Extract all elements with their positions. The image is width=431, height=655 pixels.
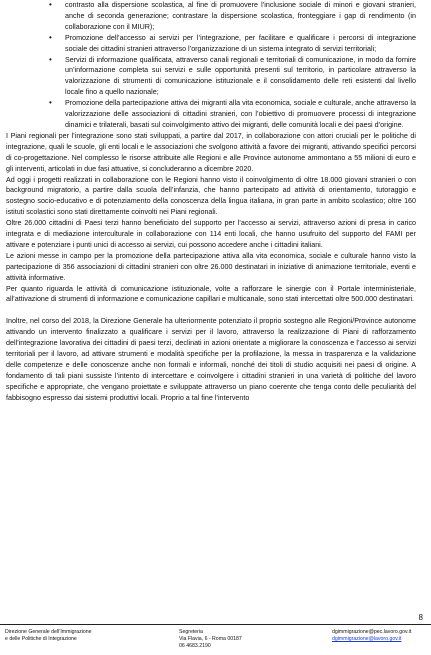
bullet-text: contrasto alla dispersione scolastica, al fine di promuovere l’inclusione sociale di minori e giovani stranieri, anche di seconda generazione; contrastare la dispersione scolastica, fronteggiare i gap di rendimento (in collaborazione con il MIUR); [65, 1, 416, 31]
bullet-dot-icon: • [49, 54, 52, 64]
footer-pec-email: dgimmigrazione@pec.lavoro.gov.it [332, 629, 412, 635]
footer-org-line: Direzione Generale dell’Immigrazione [5, 629, 92, 635]
paragraph-progetti-regioni: Ad oggi i progetti realizzati in collaborazione con le Regioni hanno visto il coinvolgimento di oltre 18.000 giovani stranieri o con background migratorio, a partire dalla scuola dell’infanzia, che hanno partecipato ad attività di orientamento, tutoraggio e sostegno socio-educativo e di potenziamento della conoscenza della lingua italiana, in gran parte in ambito scolastico; oltre 160 istituti scolastici sono stati direttamente coinvolti nei Piani regionali. [6, 175, 416, 217]
bullet-dot-icon: • [49, 32, 52, 42]
footer-address [179, 629, 242, 651]
bullet-dot-icon: • [49, 98, 52, 108]
footer-address-line: Segreteria [179, 629, 203, 635]
paragraph-partecipazione: Le azioni messe in campo per la promozione della partecipazione attiva alla vita economica, sociale e culturale hanno visto la partecipazione di 356 associazioni di cittadini stranieri con oltre 26.000 destinatari in iniziative di animazione territoriale, eventi e attività informative. [6, 251, 416, 282]
footer-email-link[interactable]: dgimmigrazione@lavoro.gov.it [332, 636, 402, 643]
bullet-text: Promozione dell’accesso ai servizi per l’integrazione, per facilitare e qualificare i percorsi di integrazione sociale dei cittadini stranieri attraverso l’organizzazione di un sistema integrato di servizi territoriali; [65, 33, 416, 53]
page-number: 8 [418, 613, 423, 622]
paragraph-comunicazione: Per quanto riguarda le attività di comunicazione istituzionale, volte a rafforzare le sinergie con il Portale interministeriale, all’attivazione di strumenti di informazione e comunicazione capillari e multicanale, sono stati intercettati oltre 500.000 destinatari. [6, 284, 416, 304]
footer-org-line: e delle Politiche di Integrazione [5, 636, 77, 643]
bullet-text: Promozione della partecipazione attiva dei migranti alla vita economica, sociale e culturale, anche attraverso la valorizzazione delle associazioni di cittadini stranieri, con l’obiettivo di promuovere processi di integrazione dinamici e trilaterali, basati sul coinvolgimento attivo dei migranti, delle comunità locali e dei paesi d’origine. [65, 99, 416, 129]
footer-contacts [332, 629, 411, 643]
bullet-item [6, 98, 426, 131]
page-footer [0, 624, 431, 655]
footer-organization [5, 629, 92, 643]
paragraph-accesso-servizi: Oltre 26.000 cittadini di Paesi terzi hanno beneficiato del supporto per l’accesso ai servizi, attraverso azioni di presa in carico integrata e di mediazione interculturale in collaborazione con 114 enti locali, che hanno usufruito del supporto del FAMI per attivare e potenziare i punti unici di accesso ai servizi, cui possono accedere anche i cittadini italiani. [6, 219, 416, 249]
bullet-dot-icon: • [49, 0, 52, 9]
bullet-text: Servizi di informazione qualificata, attraverso canali regionali e territoriali di comunicazione, in modo da fornire un’informazione completa sui servizi e sulle opportunità presenti sul territorio, in particolare attraverso la valorizzazione di strumenti di comunicazione istituzionale e il consolidamento delle reti esistenti dal livello locale fino a quello nazionale; [65, 55, 416, 97]
paragraph-direzione-generale: Inoltre, nel corso del 2018, la Direzione Generale ha ulteriormente potenziato il proprio sostegno alle Regioni/Province autonome attivando un intervento finalizzato a qualificare i servizi per il lavoro, attraverso la realizzazione di Piani di rafforzamento dell’integrazione lavorativa dei cittadini di paesi terzi, declinati in azioni orientate a migliorare la conoscenza e l’accesso ai servizi territoriali per il lavoro, ad attivare strumenti e modalità specifiche per la profilazione, la messa in trasparenza e la validazione delle competenze e delle conoscenze anche non formali e informali, nonché dei titoli di studio acquisiti nei paesi di origine. A fondamento di tali piani sussiste l’intento di intercettare e coinvolgere i cittadini stranieri in una varietà di politiche del lavoro specifiche e appropriate, che vengano proiettate e sviluppate attraverso un piano coerente che tenga conto delle peculiarità del fabbisogno espresso dai sistemi produttivi locali. Proprio a tal fine l’intervento [6, 317, 416, 402]
footer-address-line: Via Flavia, 6 - Roma 00187 [179, 636, 242, 643]
bullet-list [6, 0, 426, 131]
paragraph-piani-regionali: I Piani regionali per l’integrazione sono stati sviluppati, a partire dal 2017, in collaborazione con attori cruciali per le politiche di integrazione, quali le scuole, gli enti locali e le associazioni che svolgono attività a favore dei migranti, attivando specifici percorsi di co-progettazione. Nel complesso le risorse attribuite alle Regioni e alle Province autonome ammontano a 55 milioni di euro e gli interventi, articolati in due fasi attuative, si concluderanno a dicembre 2020. [6, 131, 416, 173]
bullet-item [6, 0, 426, 33]
bullet-item [6, 55, 426, 99]
bullet-item [6, 33, 426, 55]
footer-phone: 06 4683.2190 [179, 643, 211, 650]
page-content [6, 0, 426, 404]
